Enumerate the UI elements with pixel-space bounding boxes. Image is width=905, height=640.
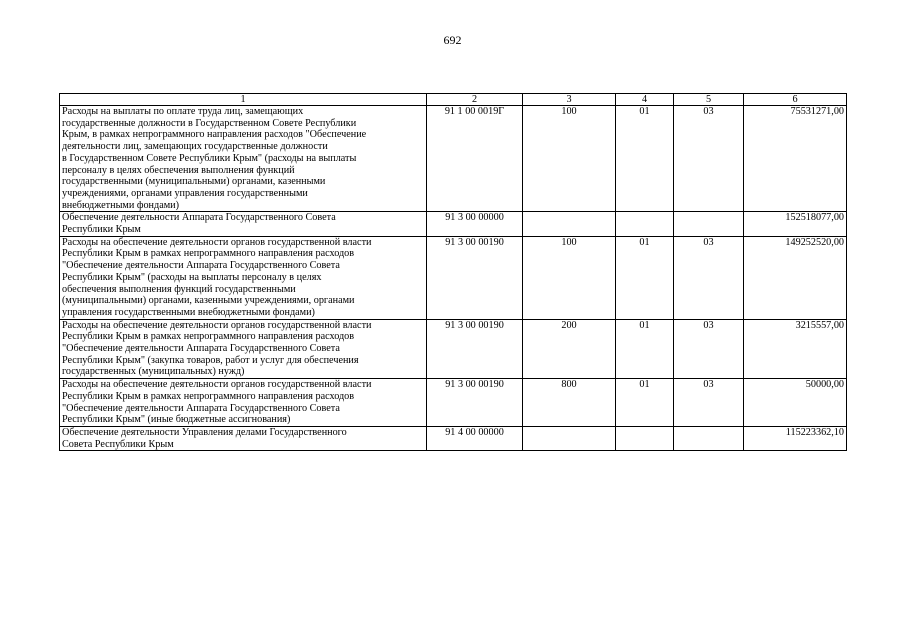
budget-table xyxy=(59,93,847,451)
row-pr-cell: 03 xyxy=(674,379,744,427)
table-row xyxy=(60,236,847,319)
row-name-cell: Обеспечение деятельности Управления делами Государственного Совета Республики Крым xyxy=(60,426,427,450)
row-pr-cell xyxy=(674,212,744,236)
row-pr-cell: 03 xyxy=(674,319,744,379)
row-rz-cell: 01 xyxy=(616,106,674,212)
row-rz-cell: 01 xyxy=(616,379,674,427)
row-sum-cell: 3215557,00 xyxy=(744,319,847,379)
row-csr-cell: 91 3 00 00000 xyxy=(427,212,523,236)
column-header-4: 4 xyxy=(616,94,674,106)
row-rz-cell xyxy=(616,426,674,450)
column-header-3: 3 xyxy=(523,94,616,106)
row-rz-cell xyxy=(616,212,674,236)
row-name-cell: Расходы на обеспечение деятельности органов государственной власти Республики Крым в рамках непрограммного направления расходов "Обеспечение деятельности Аппарата Государственного Совета Республики Крым" (расходы на выплаты персоналу в целях обеспечения выполнения функций государственными (муниципальными) органами, казенными учреждениями, органами управления государственными внебюджетными фондами) xyxy=(60,236,427,319)
row-name-cell: Расходы на обеспечение деятельности органов государственной власти Республики Крым в рамках непрограммного направления расходов "Обеспечение деятельности Аппарата Государственного Совета Республики Крым" (закупка товаров, работ и услуг для обеспечения государственных (муниципальных) нужд) xyxy=(60,319,427,379)
row-rz-cell: 01 xyxy=(616,236,674,319)
row-csr-cell: 91 1 00 0019Г xyxy=(427,106,523,212)
row-csr-cell: 91 4 00 00000 xyxy=(427,426,523,450)
row-csr-cell: 91 3 00 00190 xyxy=(427,236,523,319)
row-sum-cell: 149252520,00 xyxy=(744,236,847,319)
row-sum-cell: 152518077,00 xyxy=(744,212,847,236)
table-row xyxy=(60,426,847,450)
row-sum-cell: 115223362,10 xyxy=(744,426,847,450)
row-name-cell: Расходы на обеспечение деятельности органов государственной власти Республики Крым в рамках непрограммного направления расходов "Обеспечение деятельности Аппарата Государственного Совета Республики Крым" (иные бюджетные ассигнования) xyxy=(60,379,427,427)
page-number: 692 xyxy=(443,33,462,47)
row-vr-cell xyxy=(523,212,616,236)
table-row xyxy=(60,106,847,212)
row-csr-cell: 91 3 00 00190 xyxy=(427,379,523,427)
row-sum-cell: 75531271,00 xyxy=(744,106,847,212)
row-vr-cell: 100 xyxy=(523,106,616,212)
row-vr-cell: 100 xyxy=(523,236,616,319)
column-header-5: 5 xyxy=(674,94,744,106)
column-header-6: 6 xyxy=(744,94,847,106)
table-header-row xyxy=(60,94,847,106)
row-vr-cell xyxy=(523,426,616,450)
column-header-2: 2 xyxy=(427,94,523,106)
row-vr-cell: 800 xyxy=(523,379,616,427)
row-rz-cell: 01 xyxy=(616,319,674,379)
table-row xyxy=(60,379,847,427)
row-name-cell: Обеспечение деятельности Аппарата Государственного Совета Республики Крым xyxy=(60,212,427,236)
row-pr-cell xyxy=(674,426,744,450)
row-sum-cell: 50000,00 xyxy=(744,379,847,427)
row-pr-cell: 03 xyxy=(674,236,744,319)
row-pr-cell: 03 xyxy=(674,106,744,212)
row-csr-cell: 91 3 00 00190 xyxy=(427,319,523,379)
column-header-1: 1 xyxy=(60,94,427,106)
row-vr-cell: 200 xyxy=(523,319,616,379)
table-row xyxy=(60,319,847,379)
row-name-cell: Расходы на выплаты по оплате труда лиц, замещающих государственные должности в Государственном Совете Республики Крым, в рамках непрограммного направления расходов "Обеспечение деятельности лиц, замещающих государственные должности в Государственном Совете Республики Крым" (расходы на выплаты персоналу в целях обеспечения выполнения функций государственными (муниципальными) органами, казенными учреждениями, органами управления государственными внебюджетными фондами) xyxy=(60,106,427,212)
table-row xyxy=(60,212,847,236)
